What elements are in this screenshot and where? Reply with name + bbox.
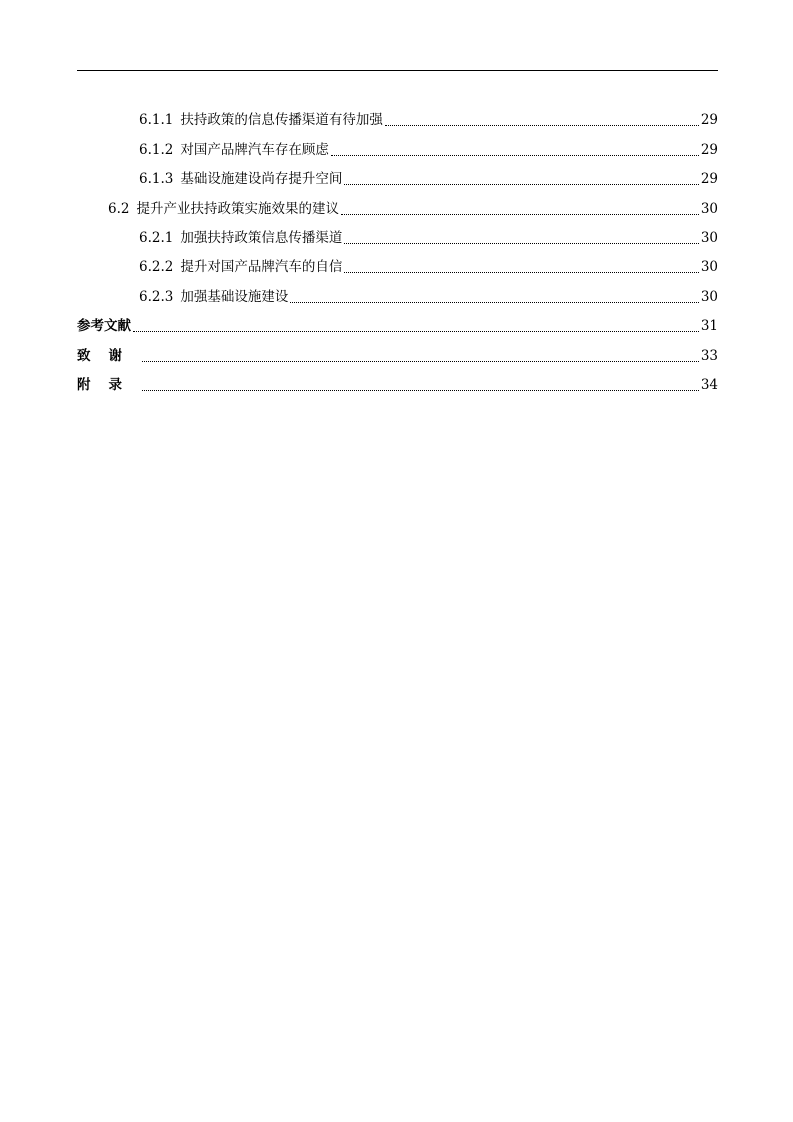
toc-dot-leader — [133, 319, 699, 332]
toc-dot-leader — [142, 349, 699, 362]
toc-dot-leader — [341, 202, 699, 215]
toc-dot-leader — [331, 143, 699, 156]
toc-entry-page: 30 — [700, 259, 718, 276]
toc-entry[interactable] — [77, 100, 718, 129]
toc-entry-number: 6.2.3 — [139, 288, 174, 305]
toc-entry[interactable] — [77, 247, 718, 276]
toc-entry-title: 对国产品牌汽车存在顾虑 — [180, 141, 329, 158]
toc-dot-leader — [344, 231, 698, 244]
toc-entry[interactable] — [77, 188, 718, 217]
toc-dot-leader — [344, 172, 698, 185]
toc-entry-title: 提升对国产品牌汽车的自信 — [180, 259, 343, 276]
toc-entry-title: 加强基础设施建设 — [180, 288, 289, 305]
toc-entry-page: 29 — [700, 112, 718, 129]
toc-entry-number: 6.1.2 — [139, 141, 174, 158]
toc-entry-title: 附录 — [77, 376, 140, 393]
header-rule — [77, 70, 718, 71]
toc-entry-appendix[interactable] — [77, 365, 718, 394]
toc-entry-title: 扶持政策的信息传播渠道有待加强 — [180, 112, 383, 129]
toc-entry-page: 34 — [700, 376, 718, 393]
toc-entry-number: 6.1.3 — [139, 171, 174, 188]
toc-dot-leader — [344, 260, 698, 273]
toc-entry-references[interactable] — [77, 306, 718, 335]
toc-dot-leader — [142, 378, 699, 391]
toc-entry-page: 30 — [700, 200, 718, 217]
toc-entry-page: 29 — [700, 141, 718, 158]
toc-entry-number: 6.2 — [108, 200, 130, 217]
toc-entry-page: 29 — [700, 171, 718, 188]
toc-entry-number: 6.2.1 — [139, 229, 174, 246]
toc-entry-page: 33 — [700, 347, 718, 364]
toc-entry-number: 6.1.1 — [139, 112, 174, 129]
toc-dot-leader — [290, 290, 698, 303]
toc-entry-title: 基础设施建设尚存提升空间 — [180, 171, 343, 188]
toc-entry-acknowledgements[interactable] — [77, 335, 718, 364]
toc-entry-page: 30 — [700, 229, 718, 246]
table-of-contents — [77, 100, 718, 394]
toc-entry-title: 提升产业扶持政策实施效果的建议 — [136, 200, 339, 217]
toc-entry[interactable] — [77, 218, 718, 247]
toc-entry-page: 31 — [700, 318, 718, 335]
toc-entry-page: 30 — [700, 288, 718, 305]
toc-entry[interactable] — [77, 129, 718, 158]
toc-entry-number: 6.2.2 — [139, 259, 174, 276]
toc-entry-title: 致谢 — [77, 347, 140, 364]
toc-entry[interactable] — [77, 276, 718, 305]
toc-dot-leader — [385, 113, 699, 126]
toc-entry[interactable] — [77, 159, 718, 188]
toc-entry-title: 加强扶持政策信息传播渠道 — [180, 229, 343, 246]
toc-entry-title: 参考文献 — [77, 318, 131, 335]
